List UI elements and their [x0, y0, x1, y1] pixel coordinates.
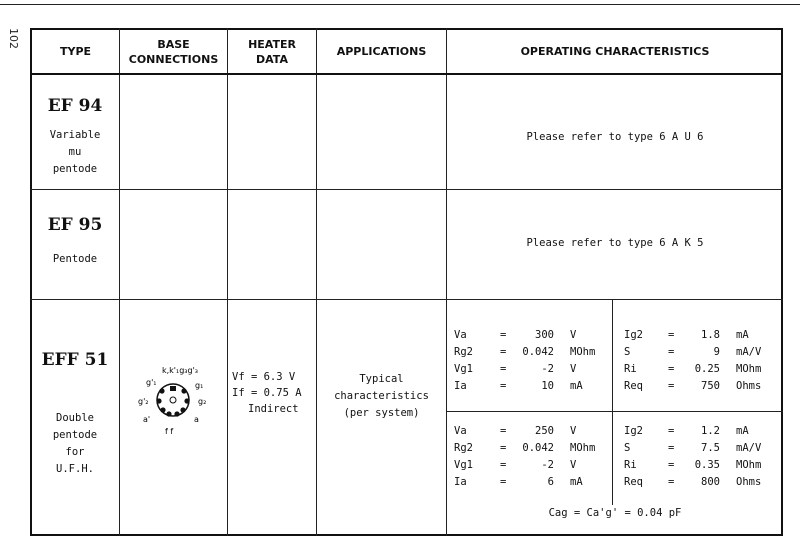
- applications-eff51: Typical characteristics (per system): [334, 373, 429, 419]
- tube-description-ef94: Variable mu pentode: [49, 129, 101, 175]
- column-divider: [316, 28, 317, 536]
- row-divider: [30, 189, 783, 190]
- capacitance-note: Cag = Ca'g' = 0.04 pF: [548, 507, 682, 519]
- table-row: Va = 250 V: [454, 424, 577, 437]
- pin-label-g1-left: g'₁: [146, 378, 157, 387]
- base-pin-diagram: [130, 360, 226, 440]
- base-pin: [156, 398, 161, 403]
- pin-label-g1-right: g₁: [195, 381, 204, 390]
- table-row: Va = 300 V: [454, 328, 577, 341]
- row-divider: [30, 299, 783, 300]
- pin-label-g2-right: g₂: [198, 397, 207, 406]
- table-row: Rg2 = 0.042 MOhm: [454, 345, 596, 358]
- table-row: Ig2 = 1.8 mA: [624, 328, 749, 341]
- header-applications: APPLICATIONS: [336, 45, 427, 58]
- base-pin: [174, 411, 179, 416]
- table-row: Req = 750 Ohms: [624, 379, 762, 392]
- pin-label-bottom: f f: [165, 427, 174, 436]
- tube-description-eff51: Double pentode for U.F.H.: [52, 412, 98, 475]
- header-base-connections: BASE CONNECTIONS: [128, 37, 219, 66]
- header-heater-data: HEATER DATA: [248, 37, 296, 66]
- base-pin: [166, 411, 171, 416]
- base-pin: [180, 407, 185, 412]
- table-row: Ia = 6 mA: [454, 475, 583, 488]
- tube-description-ef95: Pentode: [52, 253, 98, 265]
- table-row: Ri = 0.25 MOhm: [624, 362, 762, 375]
- base-pin: [160, 407, 165, 412]
- page-top-rule: [0, 4, 800, 5]
- characteristics-set-divider: [447, 411, 783, 412]
- header-operating-characteristics: OPERATING CHARACTERISTICS: [520, 45, 710, 58]
- table-row: Req = 800 Ohms: [624, 475, 762, 488]
- characteristics-set2-left: [454, 422, 595, 490]
- base-center: [170, 397, 176, 403]
- pin-label-top: k,k'₁g₃g'₃: [162, 366, 198, 375]
- table-row: Ri = 0.35 MOhm: [624, 458, 762, 471]
- tube-type-ef94: EF 94: [47, 96, 103, 116]
- base-pin: [181, 388, 186, 393]
- table-row: Vg1 = -2 V: [454, 362, 577, 375]
- base-key: [170, 386, 176, 391]
- reference-note-ef95: Please refer to type 6 A K 5: [526, 237, 704, 249]
- base-pin: [184, 398, 189, 403]
- characteristics-column-divider: [612, 300, 613, 505]
- table-row: Rg2 = 0.042 MOhm: [454, 441, 596, 454]
- characteristics-set2-right: [624, 422, 761, 490]
- table-row: S = 7.5 mA/V: [624, 441, 762, 454]
- table-row: Ia = 10 mA: [454, 379, 583, 392]
- pin-label-g2-left: g'₂: [138, 397, 149, 406]
- header-type: TYPE: [59, 45, 92, 58]
- column-divider: [227, 28, 228, 536]
- page-number: 102: [7, 28, 20, 49]
- pin-label-a-left: a': [143, 415, 151, 424]
- base-pin: [159, 388, 164, 393]
- table-row: Ig2 = 1.2 mA: [624, 424, 749, 437]
- characteristics-set1-right: [624, 326, 761, 394]
- pin-label-a-right: a: [194, 415, 199, 424]
- column-divider: [446, 28, 447, 536]
- table-row: S = 9 mA/V: [624, 345, 762, 358]
- table-row: Vg1 = -2 V: [454, 458, 577, 471]
- characteristics-set1-left: [454, 326, 595, 394]
- column-divider: [119, 28, 120, 536]
- heater-data-eff51: Vf = 6.3 V If = 0.75 A Indirect: [232, 371, 302, 415]
- tube-type-ef95: EF 95: [47, 215, 103, 235]
- header-divider: [30, 73, 783, 75]
- reference-note-ef94: Please refer to type 6 A U 6: [526, 131, 704, 143]
- tube-type-eff51: EFF 51: [41, 350, 109, 370]
